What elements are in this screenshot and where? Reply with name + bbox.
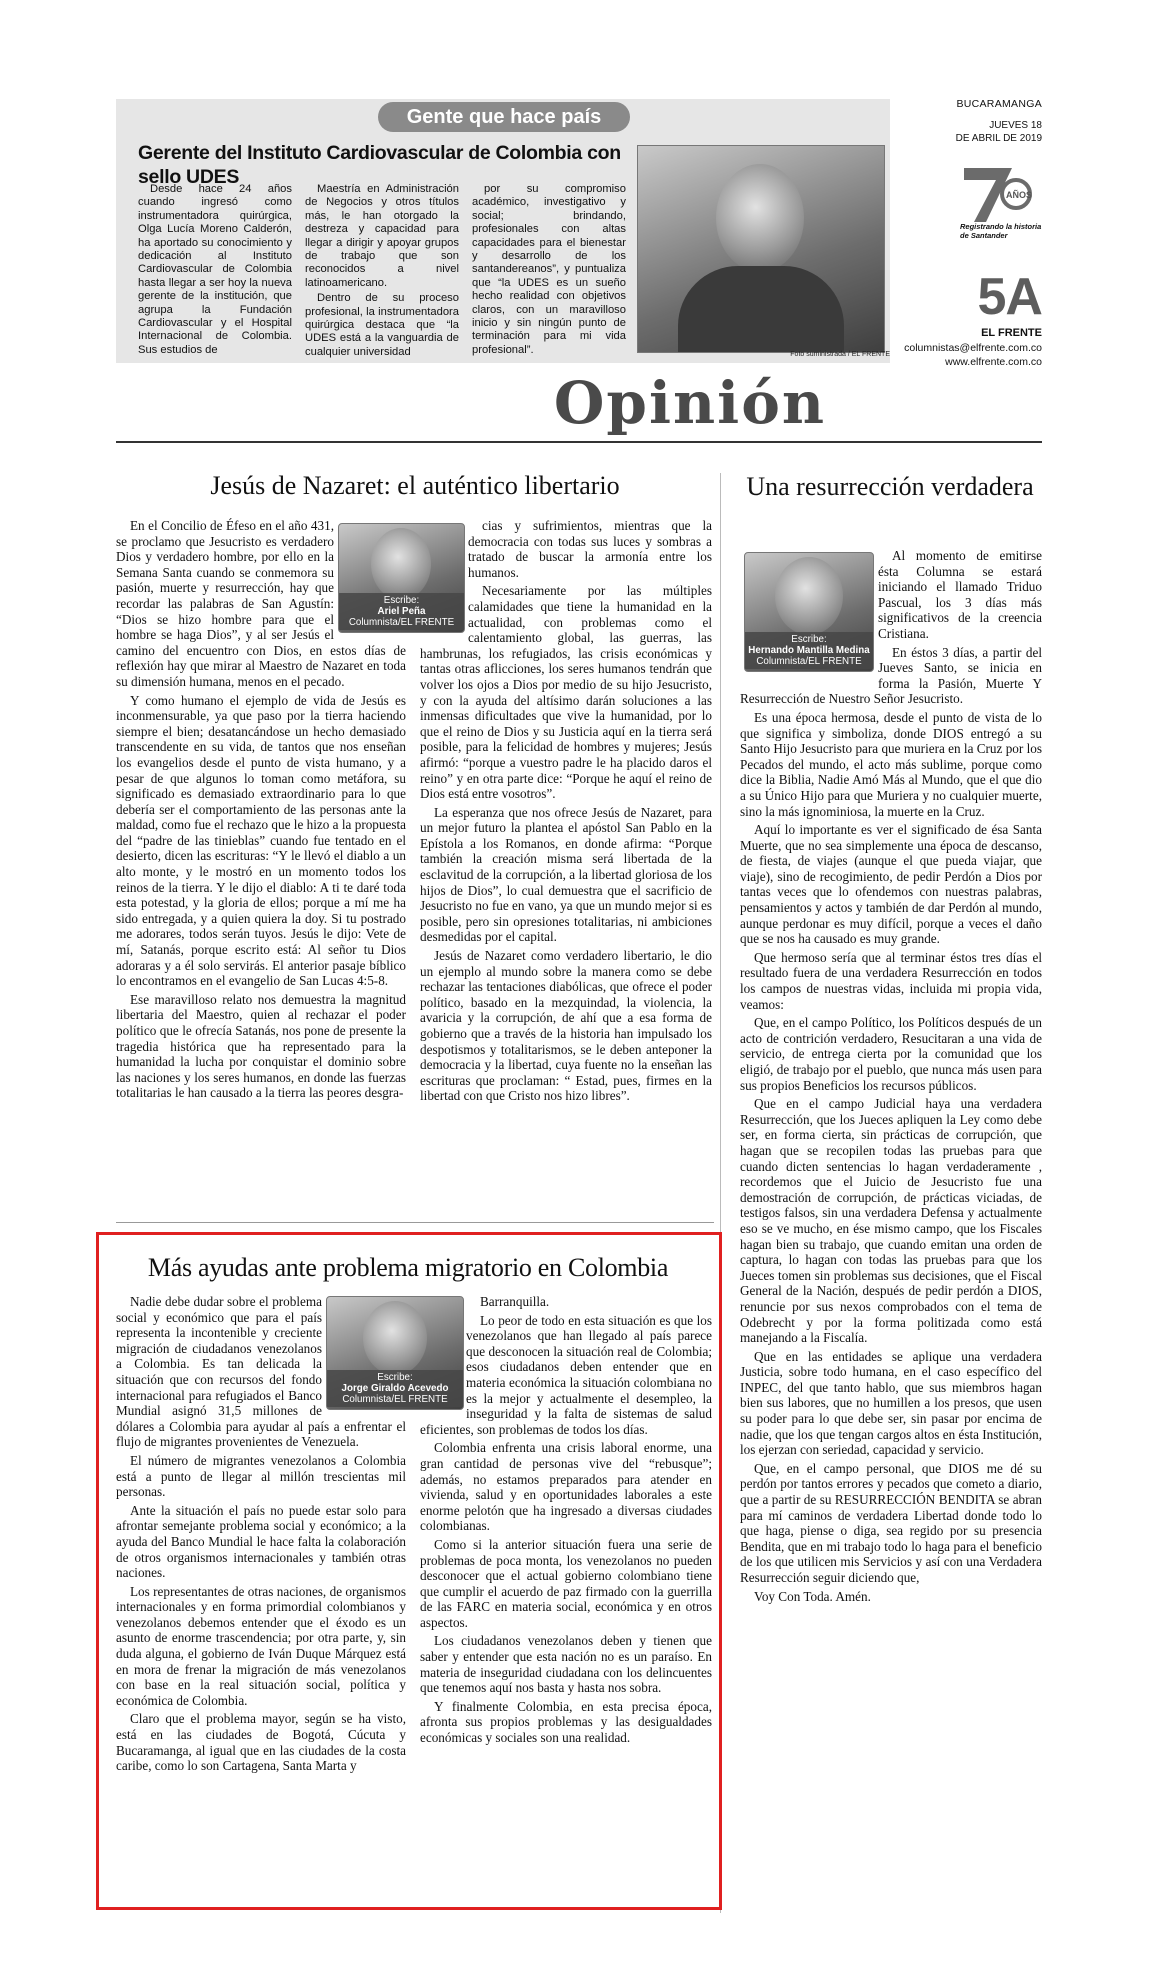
paragraph: La esperanza que nos ofrece Jesús de Nazaret, para un mejor futuro la plantea el apóstol San Pablo en la Epístola a los Romanos, en donde afirma: “Porque también la creación misma será libertada de la esclavitud de la corrupción, a la libertad gloriosa de los hijos de Dios”, lo cual demuestra que el sacrificio de Jesucristo no fue en vano, ya que un mundo mejor si es posible, pero sin opresiones totalitarias, ni ambiciones desmedidas por el capital. (420, 804, 712, 945)
paragraph: Al momento de emitirse ésta Columna se estará iniciando el llamado Triduo Pascual, los 3 días más significativos de la creencia Cristiana. (878, 548, 1042, 641)
paragraph: por su compromiso académico, investigativo y social; brindando, profesionales con altas capacidades para el bienestar y desarrollo de los santandereanos”, y puntualiza que “la UDES es un sueño hecho realidad con objetivos claros, con un maravilloso inicio y sin ningún punto de terminación para mi vida profesional”. (472, 183, 626, 356)
paragraph: Es una época hermosa, desde el punto de vista de lo que significa y simboliza, donde DIOS entregó a su Santo Hijo Jesucristo para que muriera en la Cruz por los Pecados del mundo, el acto más sublime, porque como dice la Biblia, Nadie Amó Más al Mundo, que el que dio a su Único Hijo para que Muriera y no cualquier muerte, sino la más ignominiosa, la muerte en la Cruz. (740, 709, 1042, 819)
anniversary-tagline-1: Registrando la historia (960, 222, 1042, 231)
paragraph: Lo peor de todo en esta situación es que los venezolanos que han llegado al país parece que desconocen la situación real de Colombia; esos ciudadanos deben entender que en materia económica la situación colombiana no es la mejor y actualmente el desempleo, la inseguridad y la falta de sistemas de salud eficientes, son problemas de todos los días. (420, 1312, 712, 1437)
feature-photo (637, 145, 885, 353)
paragraph: Que, en el campo Político, los Políticos después de un acto de contrición verdadero, Resucitaran a una vida de servicio, de entrega cierta por la comunidad que los eligió, de trabajo por el pueblo, que nunca más usen para sus propios Beneficios los recursos públicos. (740, 1015, 1042, 1093)
anniversary-logo (950, 160, 1042, 246)
masthead-date-1: JUEVES 18 (989, 120, 1042, 131)
feature-section-label: Gente que hace país (378, 102, 630, 132)
photo-wrap-space (740, 548, 878, 676)
article2-byline-prefix: Escribe: (377, 1372, 413, 1383)
article3-author-role: Columnista/EL FRENTE (756, 656, 862, 667)
paragraph: Y finalmente Colombia, en esta precisa época, afronta sus propios problemas y las desigualdades económicas y sociales son una realidad. (420, 1698, 712, 1746)
paragraph: Los representantes de otras naciones, de organismos internacionales y en forma primordial colombianos y venezolanos debemos entender que el éxodo es un asunto de enorme trascendencia; por otra parte, y, sin duda alguna, el gobierno de Iván Duque Márquez está en mora de frenar la migración de más venezolanos con base en la real situación social, política y económica de Colombia. (116, 1583, 406, 1708)
article3-byline-prefix: Escribe: (791, 634, 827, 645)
photo-wrap-space (420, 518, 468, 636)
article1-author: Ariel Peña (377, 606, 426, 617)
article3-title: Una resurrección verdadera (746, 472, 1034, 501)
photo-wrap-space (334, 518, 406, 636)
article2-col-2 (420, 1294, 712, 1749)
article3-author: Hernando Mantilla Medina (748, 645, 870, 656)
paragraph: Necesariamente por las múltiples calamidades que tiene la humanidad en la actualidad, con problemas como el calentamiento global, las guerras, las hambrunas, los refugiados, las crisis económicas y tantas otras aflicciones, los seres humanos tendrán que volver los ojos a Dios por medio de su hijo Jesucristo, y con la ayuda del altísimo darán soluciones a las inmensas dificultades que vive la humanidad, por lo que el reino de Dios y su Justicia aquí en la tierra será posible, para la felicidad de hombres y mujeres; Jesús afirmó: “porque a vuestro padre le ha placido daros el reino” y en otra parte dice: “Porque he aquí el reino de Dios está entre vosotros”. (420, 583, 712, 802)
article2-author-role: Columnista/EL FRENTE (342, 1394, 448, 1405)
paragraph: Que en el campo Judicial haya una verdadera Resurrección, que los Jueces apliquen la Ley como debe ser, en forma cierta, sin prácticas de corrupción, que hagan que se recopilen todas las pruebas para que cuando dicten sentencias lo hagan verdaderamente , recordemos que el Juicio de Jesucristo fue una demostración de corrupción, de prácticas viciadas, de testigos falsos, sin una verdadera Defensa y actualmente eso se ve mucho, en ése mismo campo, que los Fiscales hagan bien su trabajo, que cuando emitan una orden de captura, lo hagan con todas las pruebas para que los Jueces tomen sin problemas sus decisiones, que el Fiscal General de la Nación, después de pedir perdón a DIOS, renuncie por sus nexos comprobados con el tema de Odebrecht y por la forma politizada como está manejando a la Fiscalía. (740, 1096, 1042, 1346)
feature-col-3 (472, 183, 626, 359)
paragraph: Barranquilla. (480, 1294, 550, 1309)
article1-author-role: Columnista/EL FRENTE (348, 617, 455, 628)
paragraph: Y como humano el ejemplo de vida de Jesús es inconmensurable, ya que paso por la tierra haciendo siempre el bien; desatancándose un hecho demasiado transcendente en su vida, de tantos que nos enseñan los evangelios desde el punto de vista humano, y a pesar de que algunos lo toman como metáfora, su significado es demasiado extraordinario para lo que debería ser el comportamiento de las personas ante la maldad, como fue el rechazo que le hizo a la propuesta del “padre de las tinieblas” cuando fue tentado en el desierto, dicen las escrituras: “Y le llevó el diablo a un alto monte, y le mostró en un momento todos los reinos de la tierra. Y le dijo el diablo: A ti te daré toda esta potestad, y la gloria de ellos; porque a mí me ha sido entregada, y a quien quiera la doy. Si tu postrado me adorares, todos serán tuyos. Jesús le dijo: Vete de mí, Satanás, porque escrito está: Al señor tu Dios adoraras y a él solo servirás. El anterior pasaje bíblico lo encontramos en el evangelio de San Lucas 4:5-8. (116, 692, 406, 989)
article1-col-1 (116, 518, 406, 1104)
paragraph: Nadie debe dudar sobre el problema social y económico que para el país representa la incontenible y creciente migración de ciudadanos venezolanos a Colombia. Es tan delicada la situación que con recursos del fondo internacional para refugiados el Banco Mundial asignó 31,5 millones de dólares a Colombia para ayudar al país a enfrentar el flujo de migrantes provenientes de Venezuela. (116, 1294, 406, 1450)
paragraph: Ante la situación el país no puede estar solo para afrontar semejante problema social y económico; a la ayuda del Banco Mundial le hace falta la colaboración de otros organismos internacionales y también otras naciones. (116, 1502, 406, 1581)
page-number: 5A (977, 268, 1042, 326)
section-rule (116, 441, 1042, 443)
paragraph: Como si la anterior situación fuera una serie de problemas de poca monta, los venezolanos no pueden desconocer que el actual gobierno colombiano tiene que cumplir el acuerdo de paz firmado con la guerrilla de las FARC en materia social, económica y en otros aspectos. (420, 1536, 712, 1630)
paragraph: El número de migrantes venezolanos a Colombia está a punto de llegar al millón trescientas mil personas. (116, 1452, 406, 1500)
paragraph: cias y sufrimientos, mientras que la democracia con todas sus luces y sombras a tratado de buscar la armonía entre los humanos. (468, 518, 712, 580)
feature-photo-credit: Foto suministrada / EL FRENTE (790, 351, 890, 358)
article2-col-1 (116, 1294, 406, 1777)
masthead-date-2: DE ABRIL DE 2019 (955, 133, 1042, 144)
feature-headline: Gerente del Instituto Cardiovascular de Colombia con sello UDES (138, 142, 621, 188)
paragraph: Claro que el problema mayor, según se ha visto, está en las ciudades de Bogotá, Cúcuta y Bucaramanga, al igual que en las ciudades de la costa caribe, como lo son Cartagena, Santa Marta y (116, 1711, 406, 1774)
paragraph: Que, en el campo personal, que DIOS me dé su perdón por tantos errores y pecados que cometo a diario, que a partir de su RESURRECCIÓN BENDITA se abran para mí caminos de verdadera Libertad donde todo lo que haga, piense o diga, sea regido por su presencia Bendita, que en mi trabajo todo lo haga para el beneficio de los que utilicen mis Servicios y así con una Verdadera Resurrección seguir diciendo que, (740, 1460, 1042, 1585)
paragraph: Que en las entidades se aplique una verdadera Justicia, sobre todo humana, en el caso específico del INPEC, del que tanto hablo, que sus miembros hagan bien sus labores, que no humillen a los presos, que usen su poder para lo que debe ser, sin pasar por encima de nadie, que los que tengan cargos altos en ésta Institución, los ejerzan con seriedad, capacidad y servicio. (740, 1348, 1042, 1458)
article1-title: Jesús de Nazaret: el auténtico libertario (210, 471, 620, 500)
article1-col-2 (420, 518, 712, 1107)
paragraph: Aquí lo importante es ver el significado de ésa Santa Muerte, que no sea simplemente una época de descanso, de fiesta, de viajes (aunque el que pueda viajar, que viaje), sino de recogimiento, de pedir Perdón a Dios por tantas veces que lo ofendemos con nuestras palabras, pensamientos y actos y también de dar Perdón al mundo, aunque perdonar es muy difícil, porque a veces el daño que se nos ha causado es muy grande. (740, 822, 1042, 947)
paragraph: Dentro de su proceso profesional, la instrumentadora quirúrgica destaca que “la UDES está a la vanguardia de cualquier universidad (305, 292, 459, 358)
paragraph: En éstos 3 días, a partir del Jueves Santo, se inicia en forma la Pasión, Muerte Y Resurrección de Nuestro Señor Jesucristo. (740, 644, 1042, 707)
photo-wrap-space (322, 1294, 406, 1412)
paragraph: Jesús de Nazaret como verdadero libertario, le dio un ejemplo al mundo sobre la manera como se debe rechazar las tentaciones diabólicas, que ofrece el poder político, basado en la mezquindad, la violencia, la avaricia y la corrupción, de ahí que a esa forma de gobierno que a través de la historia han impulsado los despotismos y totalitarismos, se le deben anteponer la democracia y la libertad, cuya fuente no la enseñan las escrituras que proclaman: “ Estad, pues, firmes en la libertad con que Cristo nos hizo libres”. (420, 948, 712, 1104)
paragraph: Colombia enfrenta una crisis laboral enorme, una gran cantidad de personas vive del “rebusque”; además, no estamos preparados para atender en vivienda, salud y en oportunidades laborales a este enorme pelotón que ha ingresado a diversas ciudades colombianas. (420, 1440, 712, 1534)
masthead-email: columnistas@elfrente.com.co (904, 342, 1042, 354)
masthead-paper: EL FRENTE (981, 327, 1042, 339)
paragraph: Que hermoso sería que al terminar éstos tres días el resultado fuera de una verdadera Resurrección en todos los campos de nuestras vidas, incluida mi propia vida, veamos: (740, 949, 1042, 1012)
masthead-city: BUCARAMANGA (956, 98, 1042, 110)
paragraph: Desde hace 24 años cuando ingresó como instrumentadora quirúrgica, Olga Lucía Moreno Calderón, ha aportado su conocimiento y dedicación al Instituto Cardiovascular de Colombia hasta llegar a ser hoy la nueva gerente de la institución, que agrupa la Fundación Cardiovascular y el Hospital Internacional de Colombia. Sus estudios de (138, 183, 292, 356)
paragraph: Ese maravilloso relato nos demuestra la magnitud libertaria del Maestro, quien al rechazar el poder político que le ofrecía Satanás, nos pone de presente la tragedia histórica que ha representado para la humanidad la lucha por conquistar el dominio sobre las naciones y los seres humanos, en donde las fuerzas totalitarias le han causado a la tierra las peores desgra- (116, 991, 406, 1101)
paragraph: Los ciudadanos venezolanos deben y tienen que saber y entender que esta nación no es un paraíso. En materia de inseguridad ciudadana con los delincuentes que tenemos aquí nos basta y hasta nos sobra. (420, 1633, 712, 1696)
anniversary-tagline-2: de Santander (960, 231, 1008, 240)
masthead-website: www.elfrente.com.co (945, 356, 1042, 368)
article2-author: Jorge Giraldo Acevedo (341, 1383, 449, 1394)
feature-col-1 (138, 183, 292, 359)
paragraph: En el Concilio de Éfeso en el año 431, se proclamo que Jesucristo es verdadero Dios y verdadero hombre, por ello en la Semana Santa cuando se conmemora su pasión, muerte y resurrección, hay que recordar las palabras de San Agustín: “Dios se hizo hombre para que el hombre se haga Dios”, y al ser Jesús el camino del encuentro con Dios, en estos días de reflexión hay que mirar al Maestro de Nazaret en toda su dimensión humana, menos en el pecado. (116, 518, 406, 689)
paragraph: Voy Con Toda. Amén. (754, 1588, 871, 1604)
section-title: Opinión (553, 369, 827, 437)
feature-col-2 (305, 183, 459, 361)
article2-title: Más ayudas ante problema migratorio en Colombia (147, 1253, 669, 1282)
photo-wrap-space (420, 1294, 466, 1412)
svg-text:AÑOS: AÑOS (1006, 190, 1033, 200)
article-divider (116, 1222, 714, 1223)
article1-byline-prefix: Escribe: (383, 595, 420, 606)
article3-col (740, 548, 1042, 1607)
paragraph: Maestría en Administración de Negocios y otros títulos más, le han otorgado la destreza y capacidad para llegar a dirigir y apoyar grupos de trabajo que son reconocidos a nivel latinoamericano. (305, 183, 459, 289)
